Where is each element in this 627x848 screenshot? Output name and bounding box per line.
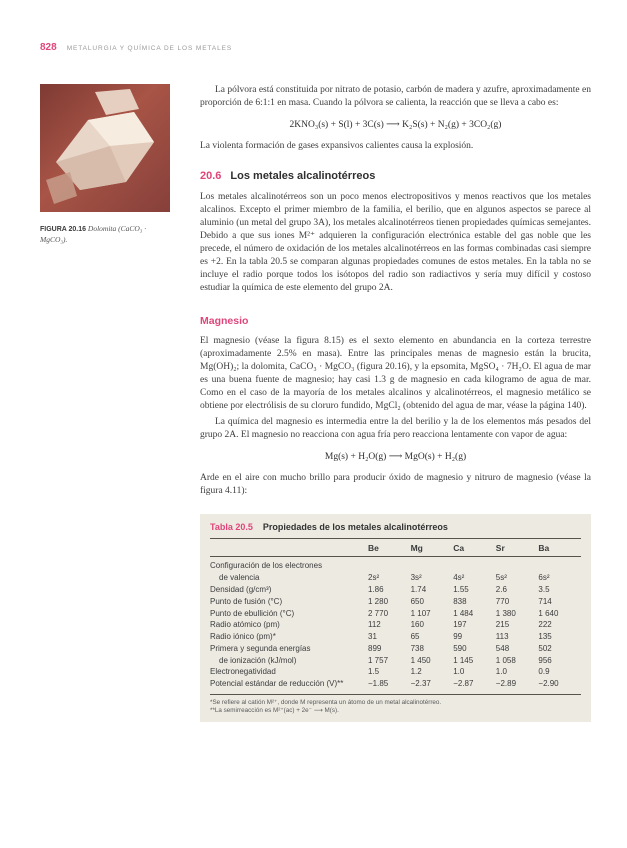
table-cell: −2.87: [453, 679, 474, 689]
table-cell: 899: [368, 643, 382, 653]
table-cell: 1.0: [495, 667, 507, 677]
table-cell: [368, 561, 411, 570]
table-cell: 1.5: [368, 667, 380, 677]
table-footnotes: [210, 695, 581, 716]
table-cell: 65: [410, 632, 420, 642]
paragraph-magnesio-2: La química del magnesio es intermedia entre la del berilio y la de los elementos más pesados del grupo 2A. El magnesio no reacciona con agua fría pero reacciona lentamente con vapor de agua:: [200, 417, 591, 440]
table-cell: 1 484: [453, 608, 474, 618]
table-cell: 1 757: [368, 655, 389, 665]
column-header-property: [210, 543, 368, 553]
table-cell: 6s²: [538, 573, 550, 583]
column-header: Sr: [495, 543, 505, 553]
properties-table: [200, 514, 591, 722]
row-label: Densidad (g/cm³): [210, 584, 272, 594]
table-row: [210, 666, 581, 678]
table-header-row: [210, 539, 581, 557]
table-cell: [453, 561, 496, 570]
table-cell: 3.5: [538, 584, 550, 594]
table-cell: [538, 561, 581, 570]
paragraph-magnesio-3: Arde en el aire con mucho brillo para producir óxido de magnesio y nitruro de magnesio (véase la figura 4.11):: [200, 473, 591, 496]
table-cell: 215: [495, 620, 510, 630]
table-row: [210, 642, 581, 654]
footnote-2: **La semirreacción es M²⁺(ac) + 2e⁻ ⟶ M(s).: [210, 707, 339, 715]
paragraph-explosion: La violenta formación de gases expansivos calientes causa la explosión.: [200, 141, 474, 151]
table-row: [210, 595, 581, 607]
table-cell: 99: [453, 632, 463, 642]
table-row: [210, 678, 581, 690]
figure-label: FIGURA 20.16: [40, 226, 87, 233]
table-cell: 770: [495, 596, 510, 606]
table-title-row: [210, 522, 581, 539]
table-cell: 31: [368, 632, 377, 642]
table-cell: 1.86: [368, 584, 384, 594]
main-column: [200, 84, 591, 722]
table-cell: 502: [538, 643, 552, 653]
row-label: Punto de fusión (°C): [210, 596, 283, 606]
table-title: Propiedades de los metales alcalinotérreos: [262, 522, 448, 532]
table-cell: [496, 561, 539, 570]
table-cell: 2 770: [368, 608, 389, 618]
table-cell: 590: [453, 643, 467, 653]
page-number: 828: [40, 42, 57, 53]
page-header: [40, 42, 232, 53]
table-row: [210, 631, 581, 643]
margin-column: [40, 84, 200, 722]
table-cell: 1.2: [410, 667, 422, 677]
table-cell: 1 640: [538, 608, 559, 618]
section-title: Los metales alcalinotérreos: [230, 170, 376, 182]
table-cell: 113: [495, 632, 509, 642]
table-cell: 1.0: [453, 667, 465, 677]
table-cell: −2.37: [410, 679, 431, 689]
row-label: Electronegatividad: [210, 667, 276, 677]
table-cell: 2.6: [495, 584, 507, 594]
table-cell: 1 280: [368, 596, 389, 606]
column-header: Ba: [538, 543, 550, 553]
table-cell: 650: [410, 596, 424, 606]
table-cell: 1.74: [410, 584, 427, 594]
table-cell: 222: [538, 620, 552, 630]
paragraph-alkaline-earth: Los metales alcalinotérreos son un poco menos electropositivos y menos reactivos que los metales alcalinos. Excepto el primer miembro de la familia, el berilio, que en algunos aspectos se parece al aluminio (un metal del grupo 3A), los metales alcalinotérreos tienen propiedades químicas semejantes. Debido a que sus iones M²⁺ adquieren la configuración electrónica estable del gas noble que les precede, el número de oxidación de los metales alcalinotérreos en las formas combinadas casi siempre es +2. En la tabla 20.5 se comparan algunas propiedades comunes de estos metales. En la tabla no se incluye el radio porque todos los isótopos del radio son radiactivos y sería muy difícil y costoso estudiar la química de este elemento del grupo 2A.: [200, 192, 591, 293]
row-label: Radio atómico (pm): [210, 620, 280, 630]
table-cell: 1 107: [410, 608, 431, 618]
subsection-heading-magnesio: Magnesio: [200, 315, 249, 327]
table-cell: −2.90: [538, 679, 559, 689]
table-cell: 112: [368, 620, 381, 630]
column-header: Ca: [453, 543, 465, 553]
table-body: [210, 557, 581, 695]
table-cell: 135: [538, 632, 552, 642]
equation-magnesium-steam: Mg(s) + H₂O(g) ⟶ MgO(s) + H₂(g): [324, 452, 467, 462]
table-cell: 548: [495, 643, 510, 653]
equation-gunpowder: 2KNO₃(s) + S(l) + 3C(s) ⟶ K₂S(s) + N₂(g) + 3CO₂(g): [289, 120, 502, 130]
table-cell: 1 058: [495, 655, 516, 665]
table-row: [210, 560, 581, 572]
row-label: Potencial estándar de reducción (V)**: [210, 679, 344, 689]
table-cell: 5s²: [495, 573, 507, 583]
table-cell: 2s²: [368, 573, 380, 583]
section-heading: [200, 170, 591, 182]
row-label: de valencia: [219, 573, 260, 583]
table-row: [210, 584, 581, 596]
table-cell: 1 450: [410, 655, 431, 665]
table-cell: 4s²: [453, 573, 465, 583]
table-row: [210, 619, 581, 631]
table-row: [210, 607, 581, 619]
table-cell: 838: [453, 596, 467, 606]
figure-caption-text: Dolomita (CaCO₃ · MgCO₃).: [40, 224, 147, 244]
paragraph-magnesio-1: El magnesio (véase la figura 8.15) es el sexto elemento en abundancia en la corteza terrestre (aproximadamente 2.5% en masa). Entre las principales menas de magnesio están la brucita, Mg(OH)₂; la dolomita, CaCO₃ · MgCO₃ (figura 20.16), y la epsomita, MgSO₄ · 7H₂O. El agua de mar es una buena fuente de magnesio; hay casi 1.3 g de magnesio en cada kilogramo de agua de mar. Como en el caso de la mayoría de los metales alcalinos y alcalinotérreos, el magnesio metálico se obtiene por electrólisis de su cloruro fundido, MgCl₂ (obtenido del agua de mar, véase la página 140).: [200, 336, 591, 411]
table-cell: 3s²: [410, 573, 422, 583]
table-cell: −2.89: [495, 679, 517, 689]
dolomite-photo: [40, 84, 170, 212]
column-header: Mg: [410, 543, 423, 553]
table-cell: 1.55: [453, 584, 469, 594]
table-label: Tabla 20.5: [210, 522, 253, 532]
paragraph-gunpowder: La pólvora está constituida por nitrato de potasio, carbón de madera y azufre, aproximadamente en proporción de 6:1:1 en masa. Cuando la pólvora se calienta, la reacción que se lleva a cabo es:: [200, 85, 591, 108]
row-label: Configuración de los electrones: [210, 561, 323, 571]
row-label: Radio iónico (pm)*: [210, 632, 276, 642]
table-cell: 956: [538, 655, 552, 665]
table-cell: 1 380: [495, 608, 516, 618]
column-header: Be: [368, 543, 379, 553]
table-cell: [411, 561, 454, 570]
table-cell: 160: [410, 620, 424, 630]
table-cell: 714: [538, 596, 552, 606]
table-cell: 738: [410, 643, 424, 653]
table-cell: 1 145: [453, 655, 474, 665]
content-columns: [40, 84, 591, 722]
table-row: [210, 572, 581, 584]
table-cell: 197: [453, 620, 467, 630]
running-head: METALURGIA Y QUÍMICA DE LOS METALES: [66, 45, 233, 52]
table-cell: 0.9: [538, 667, 550, 677]
footnote-1: *Se refiere al catión M²⁺, donde M representa un átomo de un metal alcalinotérreo.: [210, 698, 442, 706]
table-row: [210, 654, 581, 666]
table-cell: −1.85: [368, 679, 389, 689]
row-label: de ionización (kJ/mol): [219, 655, 297, 665]
row-label: Primera y segunda energías: [210, 643, 311, 653]
figure-caption: [40, 224, 175, 245]
section-number: 20.6: [200, 170, 222, 182]
row-label: Punto de ebullición (°C): [210, 608, 295, 618]
